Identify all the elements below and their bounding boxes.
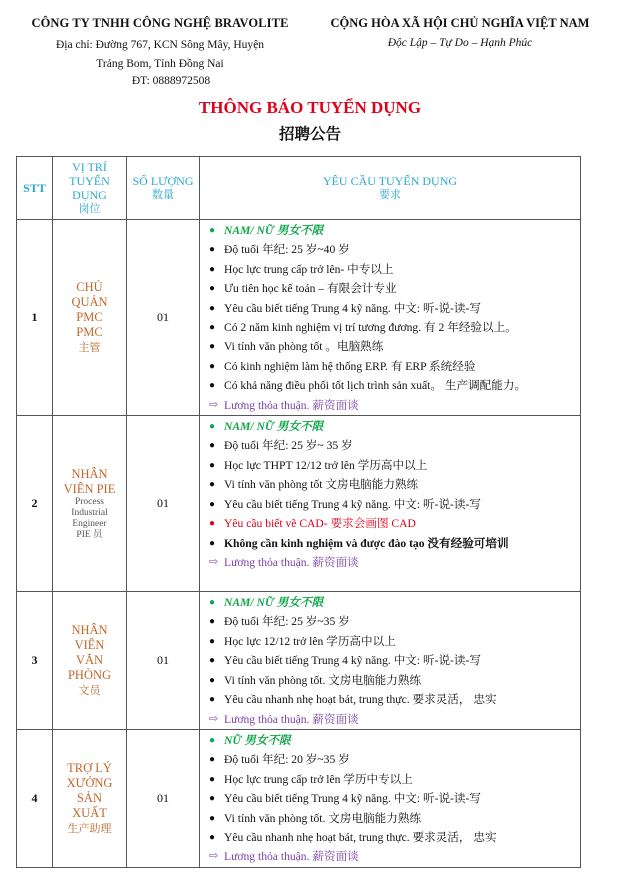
- bullet-icon: ●: [209, 734, 216, 746]
- position-line: PMC: [76, 310, 103, 325]
- position-line: QUẢN: [71, 295, 108, 310]
- requirement-text: Lương thỏa thuận. 薪资面谈: [224, 555, 359, 569]
- bullet-icon: ●: [209, 694, 216, 706]
- header-quantity-vi: SỐ LƯỢNG: [132, 174, 194, 188]
- row-quantity: 01: [127, 592, 200, 730]
- document-title: THÔNG BÁO TUYỂN DỤNG: [198, 98, 422, 117]
- bullet-icon: ●: [209, 518, 216, 530]
- bullet-icon: ●: [209, 225, 216, 236]
- row-position: [53, 416, 127, 592]
- header-requirements-vi: YÊU CẦU TUYỂN DỤNG: [322, 174, 458, 188]
- company-address: [20, 36, 300, 74]
- requirement-item: [204, 318, 576, 337]
- requirements-list: [204, 731, 576, 867]
- row-requirements: [200, 592, 581, 730]
- address-line-2: Trảng Bom, Tỉnh Đồng Nai: [96, 58, 224, 70]
- row-requirements: [200, 416, 581, 592]
- requirement-text: Yêu cầu biết tiếng Trung 4 kỹ năng. 中文: 听-说-读-写: [224, 497, 481, 511]
- bullet-icon: ●: [209, 498, 216, 510]
- requirement-text: Học lực THPT 12/12 trở lên 学历高中以上: [224, 458, 428, 472]
- requirement-text: Có kinh nghiệm làm hệ thống ERP. 有 ERP 系统经验: [224, 359, 476, 373]
- header-requirements: [200, 157, 581, 220]
- header-position-zh: 岗位: [78, 202, 101, 215]
- requirement-item: [204, 376, 576, 395]
- bullet-icon: ●: [209, 360, 216, 372]
- position-line: NHÂN: [71, 622, 108, 637]
- position-chinese: 主管: [78, 341, 101, 355]
- requirement-item: [204, 612, 576, 631]
- row-requirements: [200, 220, 581, 416]
- salary-item: [204, 396, 576, 415]
- header-position: [53, 157, 127, 220]
- requirement-item: [204, 671, 576, 690]
- company-block: [20, 16, 300, 87]
- bullet-icon: ●: [209, 597, 216, 609]
- position-line: VĂN: [75, 652, 104, 667]
- bullet-icon: ●: [209, 537, 216, 549]
- bullet-icon: ●: [209, 773, 216, 785]
- requirement-text: Vi tính văn phòng tốt 文房电脑能力熟练: [224, 478, 419, 492]
- requirement-text: Có 2 năm kinh nghiệm vị trí tương đương. 有 2 年经验以上。: [224, 321, 517, 335]
- requirement-item: [204, 456, 576, 475]
- header-stt: STT: [17, 157, 53, 220]
- requirement-item: [204, 731, 576, 750]
- table-row: [17, 729, 581, 867]
- bullet-icon: ●: [209, 380, 216, 392]
- position-line: NHÂN: [71, 466, 108, 481]
- requirement-text: Yêu cầu nhanh nhẹ hoạt bát, trung thực. 要求灵活， 忠实: [224, 830, 497, 844]
- row-requirements: [200, 729, 581, 867]
- requirement-item: [204, 357, 576, 376]
- position-chinese: 文员: [78, 683, 101, 697]
- table-row: [17, 416, 581, 592]
- row-position: [53, 220, 127, 416]
- bullet-icon: ●: [209, 459, 216, 471]
- position-line: PHÒNG: [67, 667, 112, 682]
- requirement-item: [204, 690, 576, 709]
- requirement-text: Học lực 12/12 trở lên 学历高中以上: [224, 634, 396, 648]
- requirement-item: [204, 632, 576, 651]
- position-line: XUẤT: [72, 805, 107, 820]
- requirement-text: Lương thỏa thuận. 薪资面谈: [224, 398, 359, 412]
- bullet-icon: ●: [209, 831, 216, 843]
- requirement-item: [204, 436, 576, 455]
- row-stt: 3: [17, 592, 53, 730]
- requirement-item: [204, 828, 576, 847]
- requirement-item: [204, 240, 576, 259]
- position-line: XƯỞNG: [66, 775, 113, 790]
- bullet-icon: ●: [209, 616, 216, 628]
- arrow-icon: ⇨: [209, 712, 219, 725]
- requirement-text: Học lực trung cấp trở lên 学历中专以上: [224, 772, 413, 786]
- bullet-icon: ●: [209, 322, 216, 334]
- requirement-text: Độ tuổi 年纪: 25 岁~40 岁: [224, 243, 350, 257]
- nation-motto: Độc Lập – Tự Do – Hạnh Phúc: [387, 37, 533, 49]
- arrow-icon: ⇨: [209, 555, 219, 568]
- requirement-text: Yêu cầu biết tiếng Trung 4 kỹ năng. 中文: 听-说-读-写: [224, 654, 481, 668]
- position-chinese: 生产助理: [67, 821, 112, 835]
- position-line: SẢN: [76, 790, 102, 805]
- recruitment-table: [16, 156, 581, 868]
- position-line: CHỦ: [76, 280, 103, 295]
- requirement-text: NỮ 男女不限: [224, 733, 291, 747]
- requirement-item: [204, 260, 576, 279]
- header-quantity-zh: 数量: [152, 188, 174, 201]
- bullet-icon: ●: [209, 674, 216, 686]
- arrow-icon: ⇨: [209, 398, 219, 411]
- document-header: [0, 0, 620, 100]
- bullet-icon: ●: [209, 793, 216, 805]
- header-requirements-zh: 要求: [379, 188, 401, 201]
- requirement-text: NAM/ NỮ 男女不限: [224, 224, 324, 237]
- bullet-icon: ●: [209, 263, 216, 275]
- row-stt: 2: [17, 416, 53, 592]
- requirement-item: [204, 789, 576, 808]
- requirement-text: Ưu tiên học kế toán – 有限会计专业: [224, 282, 397, 296]
- requirement-text: NAM/ NỮ 男女不限: [224, 420, 324, 434]
- bullet-icon: ●: [209, 479, 216, 491]
- requirements-list: [204, 593, 576, 729]
- bullet-icon: ●: [209, 244, 216, 256]
- header-quantity: [127, 157, 200, 220]
- position-small-line: Process: [74, 496, 105, 507]
- requirement-item: [204, 417, 576, 436]
- bullet-icon: ●: [209, 283, 216, 295]
- requirement-text: Vi tính văn phòng tốt. 文房电脑能力熟练: [224, 811, 422, 825]
- requirement-item: [204, 809, 576, 828]
- bullet-icon: ●: [209, 440, 216, 452]
- table-header-row: [17, 157, 581, 220]
- requirement-item: [204, 475, 576, 494]
- requirement-text: Yêu cầu biết tiếng Trung 4 kỹ năng. 中文: 听-说-读-写: [224, 301, 481, 315]
- bullet-icon: ●: [209, 302, 216, 314]
- position-small-line: Industrial: [71, 507, 108, 518]
- requirement-text: Có khả năng điều phối tốt lịch trình sản xuất。 生产调配能力。: [224, 379, 527, 393]
- bullet-icon: ●: [209, 754, 216, 766]
- bullet-icon: ●: [209, 635, 216, 647]
- requirement-item: [204, 495, 576, 514]
- row-stt: 1: [17, 220, 53, 416]
- requirements-list: [204, 417, 576, 572]
- requirement-item: [204, 534, 576, 553]
- row-quantity: 01: [127, 416, 200, 592]
- header-position-vi: VỊ TRÍ TUYỂN DỤNG: [69, 160, 110, 202]
- row-position: [53, 729, 127, 867]
- document-subtitle: 招聘公告: [278, 125, 341, 143]
- requirement-text: Yêu cầu biết tiếng Trung 4 kỹ năng. 中文: 听-说-读-写: [224, 792, 481, 806]
- nation-block: [300, 16, 620, 49]
- bullet-icon: ●: [209, 421, 216, 433]
- arrow-icon: ⇨: [209, 850, 219, 863]
- requirement-text: Yêu cầu nhanh nhẹ hoạt bát, trung thực. 要求灵活， 忠实: [224, 693, 497, 707]
- salary-item: [204, 710, 576, 729]
- requirement-item: [204, 221, 576, 240]
- requirement-text: NAM/ NỮ 男女不限: [224, 596, 324, 610]
- requirement-item: [204, 337, 576, 356]
- requirement-item: [204, 279, 576, 298]
- requirement-item: [204, 651, 576, 670]
- requirement-item: [204, 593, 576, 612]
- requirement-text: Không cần kinh nghiệm và được đào tạo 没有经验可培训: [224, 536, 509, 550]
- requirement-text: Vi tính văn phòng tốt 。电脑熟练: [224, 340, 384, 354]
- requirement-item: [204, 750, 576, 769]
- requirement-item: [204, 514, 576, 533]
- requirement-text: Độ tuổi 年纪: 25 岁~ 35 岁: [224, 439, 353, 453]
- address-line-1: Địa chỉ: Đường 767, KCN Sông Mây, Huyện: [55, 39, 264, 51]
- bullet-icon: ●: [209, 655, 216, 667]
- position-line: TRỢ LÝ: [67, 760, 112, 775]
- requirement-text: Học lực trung cấp trở lên- 中专以上: [224, 262, 394, 276]
- table-row: [17, 220, 581, 416]
- table-row: [17, 592, 581, 730]
- position-line: PMC: [76, 325, 103, 340]
- row-position: [53, 592, 127, 730]
- requirement-text: Độ tuổi 年纪: 25 岁~35 岁: [224, 615, 350, 629]
- salary-item: [204, 553, 576, 572]
- position-line: VIÊN PIE: [63, 481, 116, 496]
- nation-title: CỘNG HÒA XÃ HỘI CHỦ NGHĨA VIỆT NAM: [330, 16, 590, 30]
- company-phone: ĐT: 0888972508: [131, 75, 211, 87]
- requirement-item: [204, 770, 576, 789]
- company-name: CÔNG TY TNHH CÔNG NGHỆ BRAVOLITE: [31, 16, 289, 30]
- requirements-list: [204, 221, 576, 415]
- requirement-text: Yêu cầu biết vẽ CAD- 要求会画图 CAD: [224, 517, 416, 531]
- row-quantity: 01: [127, 729, 200, 867]
- requirement-text: Vi tính văn phòng tốt. 文房电脑能力熟练: [224, 673, 422, 687]
- position-small-line: PIE 员: [76, 529, 103, 540]
- requirement-text: Lương thỏa thuận. 薪资面谈: [224, 712, 359, 726]
- bullet-icon: ●: [209, 812, 216, 824]
- bullet-icon: ●: [209, 341, 216, 353]
- row-stt: 4: [17, 729, 53, 867]
- requirement-item: [204, 299, 576, 318]
- position-line: VIÊN: [74, 637, 105, 652]
- row-quantity: 01: [127, 220, 200, 416]
- salary-item: [204, 847, 576, 866]
- requirement-text: Độ tuổi 年纪: 20 岁~35 岁: [224, 753, 350, 767]
- position-small-line: Engineer: [72, 518, 107, 529]
- requirement-text: Lương thỏa thuận. 薪资面谈: [224, 850, 359, 864]
